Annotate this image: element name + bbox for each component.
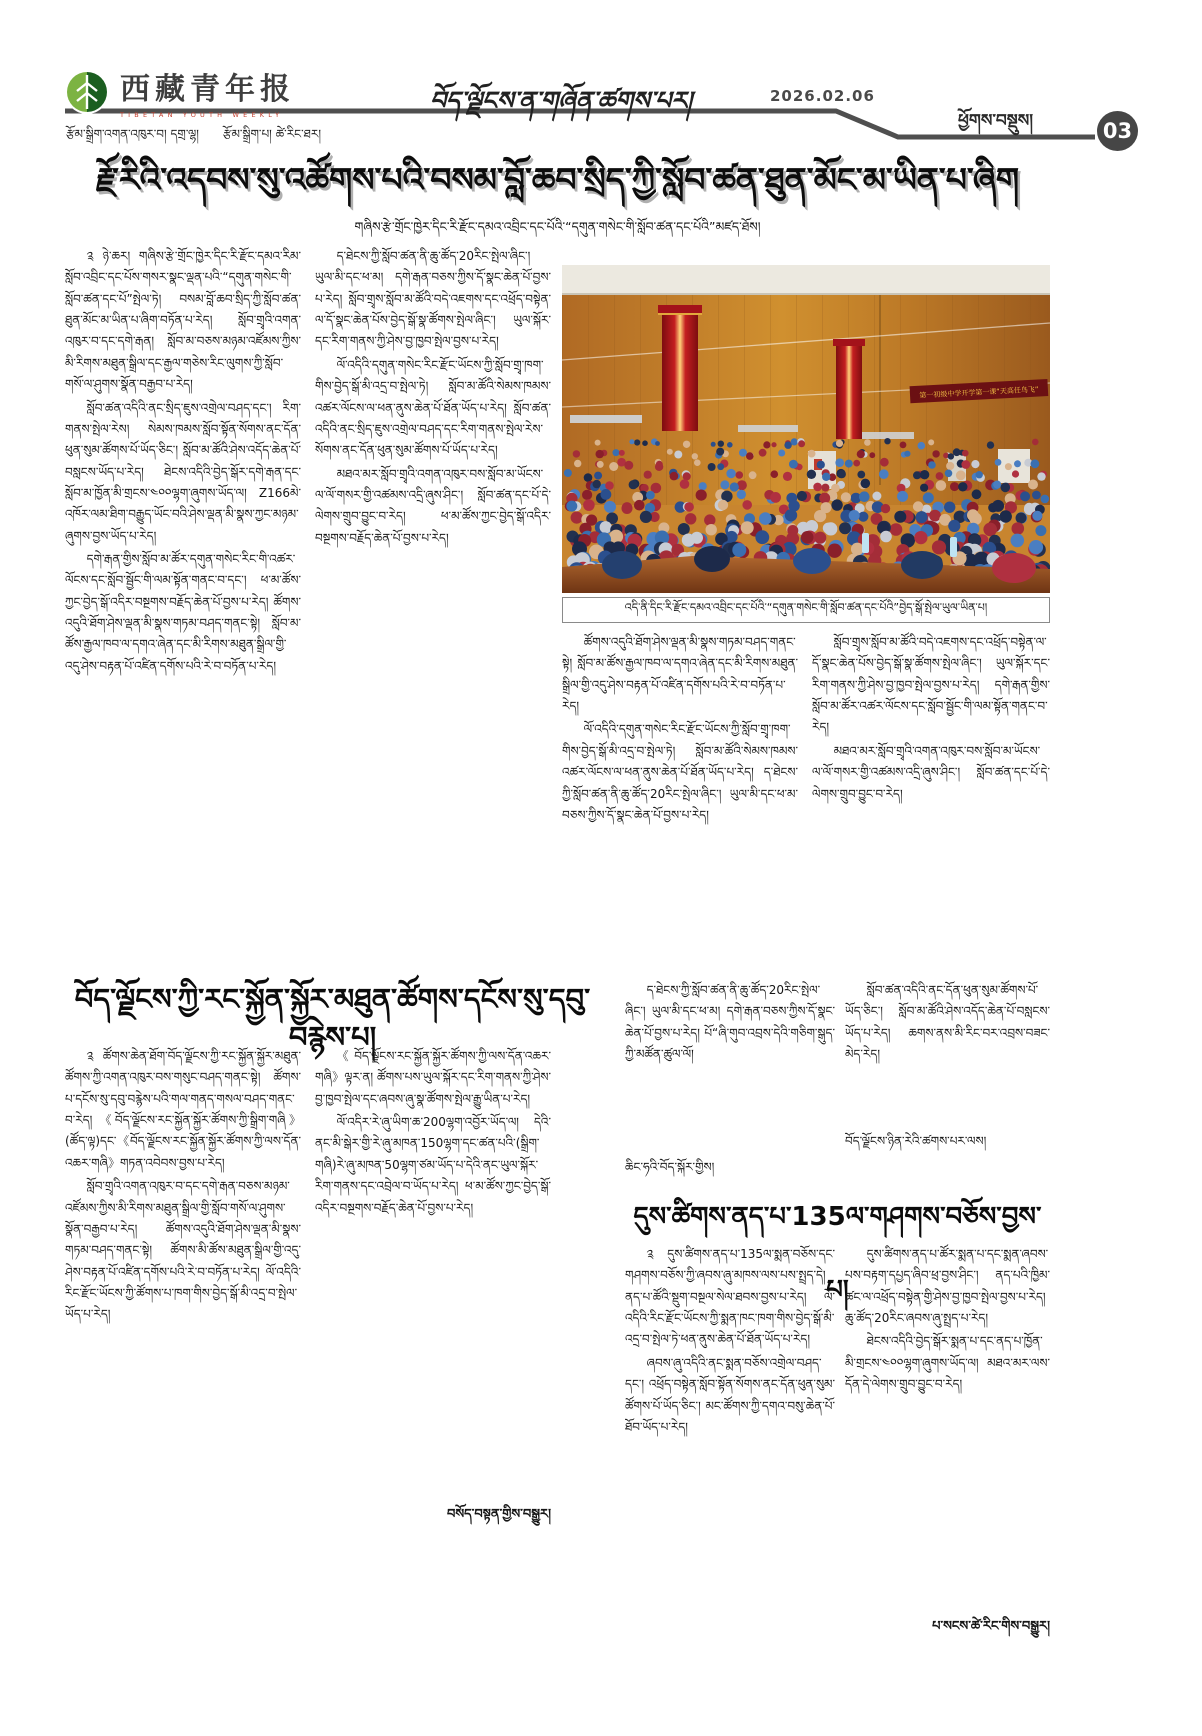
- leaf-logo-icon: [64, 69, 110, 115]
- issue-date: 2026.02.06: [770, 87, 875, 105]
- article1-headline: རྗོ་རིའི་འདབས་སུ་འཚོགས་པའི་བསམ་བློ་ཆབ་སྲིད་ཀྱི་སློབ་ཚན་ཐུན་མོང་མ་ཡིན་པ་ཞིག: [95, 160, 1020, 199]
- masthead-logo: [64, 64, 295, 119]
- article1-cont-column-2: སློབ་ཚན་འདིའི་ནང་དོན་ཕུན་སུམ་ཚོགས་པོ་ཡོད་ཅིང་། སློབ་མ་ཚོའི་ཤེས་འདོད་ཆེན་པོ་བསླངས་ཡོད་པ་རེད། ཆགས་ནས་མི་རིང་བར་འབྲས་བཟང་མེད་རེད། བོད་ལྗོངས་ཉིན་རེའི་ཚགས་པར་ལས།: [845, 980, 1050, 1152]
- water-bottle: [862, 533, 869, 553]
- article2-column-1: ༉ ཚོགས་ཆེན་ཐོག་བོད་ལྗོངས་ཀྱི་རང་སྐྱོན་སྐྱོར་མཐུན་ཚོགས་ཀྱི་འགན་འཁུར་བས་གསུང་བཤད་གནང་སྟེ། ཚོགས་པ་དངོས་སུ་དབུ་བརྙེས་པའི་གལ་གནད་གསལ་བཤད་གནང་བ་རེད། 《བོད་ལྗོངས་རང་སྐྱོན་སྐྱོར་ཚོགས་ཀྱི་སྒྲིག་གཞི》(ཚོད་ལྟ)དང་《བོད་ལྗོངས་རང་སྐྱོན་སྐྱོར་ཚོགས་ཀྱི་ལས་དོན་འཆར་གཞི》གཏན་འབེབས་བྱས་པ་རེད། སློབ་གྲྭའི་འགན་འཁུར་བ་དང་དགེ་རྒན་བཅས་མཉམ་འཛོམས་ཀྱིས་མི་རིགས་མཐུན་སྒྲིལ་གྱི་སློབ་གསོ་ལ་ཤུགས་སྣོན་བརྒྱབ་པ་རེད། ཚོགས་འདུའི་ཐོག་ཤེས་ལྡན་མི་སྣས་གཏམ་བཤད་གནང་སྟེ། ཚོགས་མི་ཚོས་མཐུན་སྒྲིལ་གྱི་འདུ་ཤེས་བརྟན་པོ་འཛིན་དགོས་པའི་རེ་བ་བཏོན་པ་རེད། ལོ་འདིའི་རིང་རྫོང་ཡོངས་ཀྱི་ཚོགས་པ་ཁག་གིས་བྱེད་སྒོ་མི་འདྲ་བ་སྤེལ་ཡོད་པ་རེད།: [65, 1049, 301, 1322]
- page-number-badge: 03: [1097, 111, 1138, 151]
- article3-attribution: པ་སངས་ཚེ་རིང་གིས་བསྒྱུར།: [924, 1613, 1050, 1638]
- source-line: བོད་ལྗོངས་ཉིན་རེའི་ཚགས་པར་ལས།: [845, 1130, 1050, 1152]
- ceiling: [562, 265, 1050, 295]
- article3-column-1: ༉ དུས་ཚིགས་ནད་པ་135ལ་སྨན་བཅོས་དང་གཤགས་བཅོས་ཀྱི་ཞབས་ཞུ་མཁས་ལས་པས་སྤྲད་དེ། ནད་པ་ཚོའི་སྡུག་བསྔལ་སེལ་ཐབས་བྱས་པ་རེད། ལོ་འདིའི་རིང་རྫོང་ཡོངས་ཀྱི་སྨན་ཁང་ཁག་གིས་བྱེད་སྒོ་མི་འདྲ་བ་སྤེལ་ཏེ་ཕན་ནུས་ཆེན་པོ་ཐོན་ཡོད་པ་རེད། ཞབས་ཞུ་འདིའི་ནང་སྨན་བཅོས་འགྲེལ་བཤད་དང་། འཕྲོད་བསྟེན་སློབ་སྟོན་སོགས་ནང་དོན་ཕུན་སུམ་ཚོགས་པོ་ཡོད་ཅིང་། མང་ཚོགས་ཀྱི་དགའ་བསུ་ཆེན་པོ་ཐོབ་ཡོད་པ་རེད།: [625, 1247, 835, 1434]
- article2-headline: བོད་ལྗོངས་ཀྱི་རང་སྐྱོན་སྐྱོར་མཐུན་ཚོགས་དངོས་སུ་དབུ་བརྙེས་པ།: [74, 982, 591, 1054]
- masthead-title-cn: 西藏青年报: [120, 72, 295, 107]
- masthead-title-en: TIBETAN YOUTH WEEKLY: [120, 111, 284, 119]
- editor-credit-line: རྩོམ་སྒྲིག་འགན་འཁུར་བ། དགྲ་ལྷ། རྩོམ་སྒྲིག་པ། ཚེ་རིང་ཐར།: [66, 127, 321, 141]
- article1-cont-column-1: ད་ཐེངས་ཀྱི་སློབ་ཚན་ནི་ཆུ་ཚོད་20རིང་སྤེལ་ཞིང་། ཡུལ་མི་དང་ཕ་མ། དགེ་རྒན་བཅས་ཀྱིས་དོ་སྣང་ཆེན་པོ་བྱས་པ་རེད། པོ“ཞི་གུབ་འབྲས་དེའི་གཅིག་སྒུད་ཀྱི་མཚོན་ཚུལ་ལོ། ཆིང་ཧའི་བོད་སྐོར་གྱིས།: [625, 980, 835, 1178]
- article1-column-4: སློབ་གྲྭས་སློབ་མ་ཚོའི་བདེ་འཇགས་དང་འཕྲོད་བསྟེན་ལ་དོ་སྣང་ཆེན་པོས་བྱེད་སྒོ་སྣ་ཚོགས་སྤེལ་ཞིང་། ཡུལ་སྐོར་དང་རིག་གནས་ཀྱི་ཤེས་བྱ་ཁྱབ་སྤེལ་བྱས་པ་རེད། དགེ་རྒན་གྱིས་སློབ་མ་ཚོར་འཚར་ལོངས་དང་སློབ་སྦྱོང་གི་ལམ་སྟོན་གནང་བ་རེད། མཐའ་མར་སློབ་གྲྭའི་འགན་འཁུར་བས་སློབ་མ་ཡོངས་ལ་ལོ་གསར་གྱི་འཚམས་འདྲི་ཞུས་ཤིང་། སློབ་ཚན་དང་པོ་དེ་ལེགས་གྲུབ་བྱུང་བ་རེད།: [812, 635, 1050, 801]
- section-label: ཕྱོགས་བསྡུས།: [958, 111, 1034, 131]
- svg-text:第一初级中学开学第一课“天高任鸟飞”: 第一初级中学开学第一课“天高任鸟飞”: [919, 385, 1039, 400]
- source-line: ཆིང་ཧའི་བོད་སྐོར་གྱིས།: [625, 1156, 835, 1178]
- masthead-tibetan-script: བོད་ལྗོངས་ན་གཞོན་ཚགས་པར།: [428, 86, 698, 115]
- water-bottle: [950, 537, 957, 557]
- red-curtain-2: [833, 339, 865, 439]
- article1-subheadline: གཞིས་རྩེ་གྲོང་ཁྱེར་དིང་རི་རྫོང་དམའ་འབྲིང་དང་པོའི་“དགུན་གསེང་གི་སློབ་ཚན་དང་པོའི”མཛད་ཐོས།: [354, 219, 761, 234]
- article1-column-3: ཚོགས་འདུའི་ཐོག་ཤེས་ལྡན་མི་སྣས་གཏམ་བཤད་གནང་སྟེ། སློབ་མ་ཚོས་རྒྱལ་ཁབ་ལ་དགའ་ཞེན་དང་མི་རིགས་མཐུན་སྒྲིལ་གྱི་འདུ་ཤེས་བརྟན་པོ་འཛིན་དགོས་པའི་རེ་བ་བཏོན་པ་རེད། ལོ་འདིའི་དགུན་གསེང་རིང་རྫོང་ཡོངས་ཀྱི་སློབ་གྲྭ་ཁག་གིས་བྱེད་སྒོ་མི་འདྲ་བ་སྤེལ་ཏེ། སློབ་མ་ཚོའི་སེམས་ཁམས་འཚར་ལོངས་ལ་ཕན་ནུས་ཆེན་པོ་ཐོན་ཡོད་པ་རེད། ད་ཐེངས་ཀྱི་སློབ་ཚན་ནི་ཆུ་ཚོད་20རིང་སྤེལ་ཞིང་། ཡུལ་མི་དང་ཕ་མ་བཅས་ཀྱིས་དོ་སྣང་ཆེན་པོ་བྱས་པ་རེད།: [562, 635, 798, 822]
- article3-column-2: དུས་ཚིགས་ནད་པ་ཚོར་སྨན་པ་དང་སྨན་ཞབས་པས་བརྟག་དཔྱད་ཞིབ་ཕྲ་བྱས་ཤིང་། ནད་པའི་ཁྱིམ་ཚང་ལ་འཕྲོད་བསྟེན་གྱི་ཤེས་བྱ་ཁྱབ་སྤེལ་བྱས་པ་རེད། ཆུ་ཚོད་20རིང་ཞབས་ཞུ་སྤྲད་པ་རེད། ཐེངས་འདིའི་བྱེད་སྒོར་སྨན་པ་དང་ནད་པ་ཁྱོན་མི་གྲངས་༤༠༠ལྷག་ཞུགས་ཡོད་ལ། མཐའ་མར་ལས་དོན་དེ་ལེགས་གྲུབ་བྱུང་བ་རེད། པ་སངས་ཚེ་རིང་གིས་བསྒྱུར།: [845, 1244, 1050, 1638]
- photo-caption: འདི་ནི་དིང་རི་རྫོང་དམའ་འབྲིང་དང་པོའི་“དགུན་གསེང་གི་སློབ་ཚན་དང་པོའི”བྱེད་སྒོ་སྤེལ་ཡུལ་ཡིན་པ།: [562, 597, 1050, 623]
- article3-headline: དུས་ཚིགས་ནད་པ་135ལ་གཤགས་བཅོས་བྱས་པ།: [633, 1202, 1042, 1305]
- article2-attribution: བསོད་བསྟན་གྱིས་བསྒྱུར།: [439, 1501, 551, 1526]
- article1-column-1: ༉ ཉེ་ཆར། གཞིས་རྩེ་གྲོང་ཁྱེར་དིང་རི་རྫོང་དམའ་རིམ་སློབ་འབྲིང་དང་པོས་གསར་སྣང་ལྡན་པའི་“དགུན་གསེང་གི་སློབ་ཚན་དང་པོ”སྤེལ་ཏེ། བསམ་བློ་ཆབ་སྲིད་ཀྱི་སློབ་ཚན་ཐུན་མོང་མ་ཡིན་པ་ཞིག་བཏོན་པ་རེད། སློབ་གྲྭའི་འགན་འཁུར་བ་དང་དགེ་རྒན། སློབ་མ་བཅས་མཉམ་འཛོམས་ཀྱིས་མི་རིགས་མཐུན་སྒྲིལ་དང་རྒྱལ་གཅེས་རིང་ལུགས་ཀྱི་སློབ་གསོ་ལ་ཤུགས་སྣོན་བརྒྱབ་པ་རེད། སློབ་ཚན་འདིའི་ནང་སྲིད་ཇུས་འགྲེལ་བཤད་དང་། རིག་གནས་སྤེལ་རེས། སེམས་ཁམས་སློབ་སྟོན་སོགས་ནང་དོན་ཕུན་སུམ་ཚོགས་པོ་ཡོད་ཅིང་། སློབ་མ་ཚོའི་ཤེས་འདོད་ཆེན་པོ་བསླངས་ཡོད་པ་རེད། ཐེངས་འདིའི་བྱེད་སྒོར་དགེ་རྒན་དང་སློབ་མ་ཁྱོན་མི་གྲངས་༤༠༠ལྷག་ཞུགས་ཡོད་ལ། Z166མེ་འཁོར་ལམ་ཐིག་བརྒྱུད་ཡོང་བའི་ཤེས་ལྡན་མི་སྣས་ཀྱང་མཉམ་ཞུགས་བྱས་ཡོད་པ་རེད། དགེ་རྒན་གྱིས་སློབ་མ་ཚོར་དགུན་གསེང་རིང་གི་འཚར་ལོངས་དང་སློབ་སྦྱོང་གི་ལམ་སྟོན་གནང་བ་དང་། ཕ་མ་ཚོས་ཀྱང་བྱེད་སྒོ་འདིར་བསྔགས་བརྗོད་ཆེན་པོ་བྱས་པ་རེད། ཚོགས་འདུའི་ཐོག་ཤེས་ལྡན་མི་སྣས་གཏམ་བཤད་གནང་སྟེ། སློབ་མ་ཚོས་རྒྱལ་ཁབ་ལ་དགའ་ཞེན་དང་མི་རིགས་མཐུན་སྒྲིལ་གྱི་འདུ་ཤེས་བརྟན་པོ་འཛིན་དགོས་པའི་རེ་བ་བཏོན་པ་རེད།: [65, 249, 301, 673]
- article2-column-2: 《བོད་ལྗོངས་རང་སྐྱོན་སྐྱོར་ཚོགས་ཀྱི་ལས་དོན་འཆར་གཞི》ལྟར་ན། ཚོགས་པས་ཡུལ་སྐོར་དང་རིག་གནས་ཀྱི་ཤེས་བྱ་ཁྱབ་སྤེལ་དང་ཞབས་ཞུ་སྣ་ཚོགས་སྤེལ་རྒྱུ་ཡིན་པ་རེད། ལོ་འདིར་རེ་ཞུ་ཡིག་ཆ་200ལྷག་འབྱོར་ཡོད་ལ། དེའི་ནང་མི་སྒེར་གྱི་རེ་ཞུ་མཁན་150ལྷག་དང་ཚན་པའི་(སྒྲིག་གཞི)རེ་ཞུ་མཁན་50ལྷག་ཙམ་ཡོད་པ་དེའི་ནང་ཡུལ་སྐོར་རིག་གནས་དང་འབྲེལ་བ་ཡོད་པ་རེད། ཕ་མ་ཚོས་ཀྱང་བྱེད་སྒོ་འདིར་བསྔགས་བརྗོད་ཆེན་པོ་བྱས་པ་རེད། བསོད་བསྟན་གྱིས་བསྒྱུར།: [315, 1046, 551, 1526]
- article1-column-2: ད་ཐེངས་ཀྱི་སློབ་ཚན་ནི་ཆུ་ཚོད་20རིང་སྤེལ་ཞིང་། ཡུལ་མི་དང་ཕ་མ། དགེ་རྒན་བཅས་ཀྱིས་དོ་སྣང་ཆེན་པོ་བྱས་པ་རེད། སློབ་གྲྭས་སློབ་མ་ཚོའི་བདེ་འཇགས་དང་འཕྲོད་བསྟེན་ལ་དོ་སྣང་ཆེན་པོས་བྱེད་སྒོ་སྣ་ཚོགས་སྤེལ་ཞིང་། ཡུལ་སྐོར་དང་རིག་གནས་ཀྱི་ཤེས་བྱ་ཁྱབ་སྤེལ་བྱས་པ་རེད། ལོ་འདིའི་དགུན་གསེང་རིང་རྫོང་ཡོངས་ཀྱི་སློབ་གྲྭ་ཁག་གིས་བྱེད་སྒོ་མི་འདྲ་བ་སྤེལ་ཏེ། སློབ་མ་ཚོའི་སེམས་ཁམས་འཚར་ལོངས་ལ་ཕན་ནུས་ཆེན་པོ་ཐོན་ཡོད་པ་རེད། སློབ་ཚན་འདིའི་ནང་སྲིད་ཇུས་འགྲེལ་བཤད་དང་རིག་གནས་སྤེལ་རེས་སོགས་ནང་དོན་ཕུན་སུམ་ཚོགས་པོ་ཡོད་པ་རེད། མཐའ་མར་སློབ་གྲྭའི་འགན་འཁུར་བས་སློབ་མ་ཡོངས་ལ་ལོ་གསར་གྱི་འཚམས་འདྲི་ཞུས་ཤིང་། སློབ་ཚན་དང་པོ་དེ་ལེགས་གྲུབ་བྱུང་བ་རེད། ཕ་མ་ཚོས་ཀྱང་བྱེད་སྒོ་འདིར་བསྔགས་བརྗོད་ཆེན་པོ་བྱས་པ་རེད།: [315, 249, 551, 545]
- assembly-hall-photo: [562, 265, 1050, 593]
- red-curtain: [658, 305, 702, 431]
